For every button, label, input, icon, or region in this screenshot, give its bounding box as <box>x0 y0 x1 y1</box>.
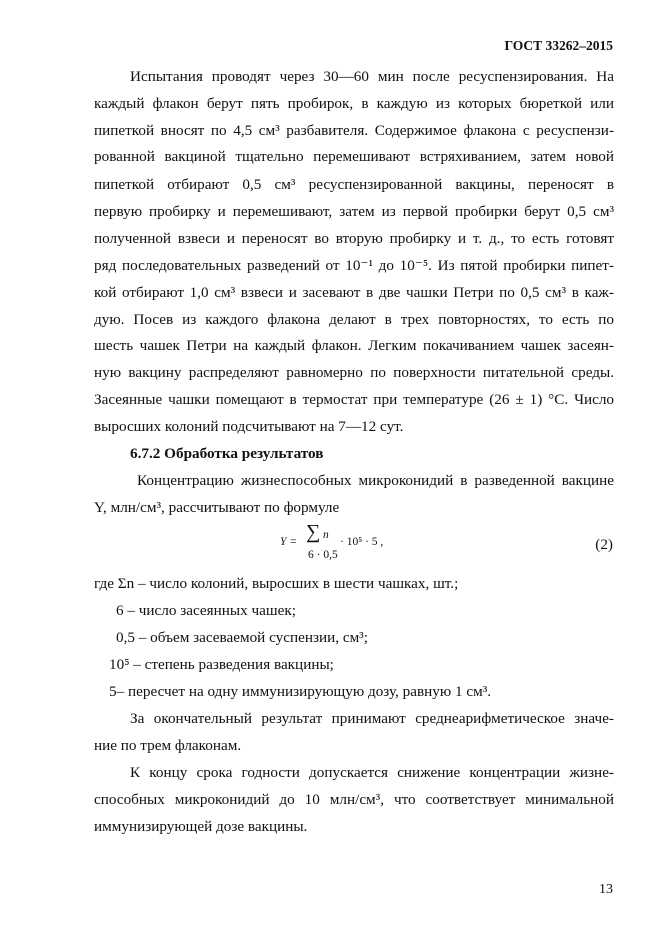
document-id: ГОСТ 33262–2015 <box>504 38 613 53</box>
sum-symbol: ∑ <box>306 521 321 543</box>
paragraph-line: ную вакцину распределяют равномерно по поверхности питательной среды. <box>94 364 614 381</box>
formula-n: n <box>323 529 329 541</box>
section-heading: 6.7.2 Обработка результатов <box>130 445 324 462</box>
legend-line: 5– пересчет на одну иммунизирующую дозу, равную 1 см³. <box>109 683 492 700</box>
paragraph-line: Испытания проводят через 30—60 мин после ресуспензирования. На <box>130 68 614 85</box>
formula-rest: · 10⁵ · 5 , <box>340 536 384 548</box>
paragraph-line: пипеткой отбирают 0,5 см³ ресуспензированной вакцины, переносят в <box>94 176 614 193</box>
paragraph-line: К концу срока годности допускается снижение концентрации жизне- <box>130 764 614 781</box>
paragraph-line: иммунизирующей дозе вакцины. <box>94 818 308 835</box>
formula-denominator: 6 · 0,5 <box>308 549 338 561</box>
paragraph-line: рованной вакциной тщательно перемешивают встряхиванием, затем новой <box>94 148 614 165</box>
paragraph-line: Y, млн/см³, рассчитывают по формуле <box>94 499 340 516</box>
legend-line: где Σn – число колоний, выросших в шести чашках, шт.; <box>94 575 459 592</box>
formula-number: (2) <box>595 536 613 553</box>
paragraph-line: полученной взвеси и переносят во вторую пробирку и т. д., то есть готовят <box>94 230 614 247</box>
paragraph-line: пипеткой вносят по 4,5 см³ разбавителя. Содержимое флакона с ресуспензи- <box>94 122 614 139</box>
legend-line: 0,5 – объем засеваемой суспензии, см³; <box>116 629 368 646</box>
paragraph-line: ние по трем флаконам. <box>94 737 242 754</box>
paragraph-line: каждый флакон берут пять пробирок, в каждую из которых бюреткой или <box>94 95 614 112</box>
formula <box>280 521 420 571</box>
paragraph-line: шесть чашек Петри на каждый флакон. Легким покачиванием чашек засеян- <box>94 337 614 354</box>
paragraph-line: кой отбирают 1,0 см³ взвеси и засевают в две чашки Петри по 0,5 см³ в каж- <box>94 284 614 301</box>
paragraph-line: Концентрацию жизнеспособных микроконидий в разведенной вакцине <box>137 472 614 489</box>
paragraph-line: дую. Посев из каждого флакона делают в трех повторностях, то есть по <box>94 311 614 328</box>
legend-line: 6 – число засеянных чашек; <box>116 602 296 619</box>
paragraph-line: способных микроконидий до 10 млн/см³, что соответствует минимальной <box>94 791 614 808</box>
paragraph-line: Засеянные чашки помещают в термостат при температуре (26 ± 1) °С. Число <box>94 391 614 408</box>
formula-lhs: Y = <box>280 536 298 548</box>
paragraph-line: ряд последовательных разведений от 10⁻¹ до 10⁻⁵. Из пятой пробирки пипет- <box>94 257 614 274</box>
legend-line: 10⁵ – степень разведения вакцины; <box>109 656 334 673</box>
paragraph-line: За окончательный результат принимают среднеарифметическое значе- <box>130 710 614 727</box>
page-number: 13 <box>599 882 613 897</box>
paragraph-line: выросших колоний подсчитывают на 7—12 сут. <box>94 418 404 435</box>
paragraph-line: первую пробирку и перемешивают, затем из первой пробирки берут 0,5 см³ <box>94 203 614 220</box>
